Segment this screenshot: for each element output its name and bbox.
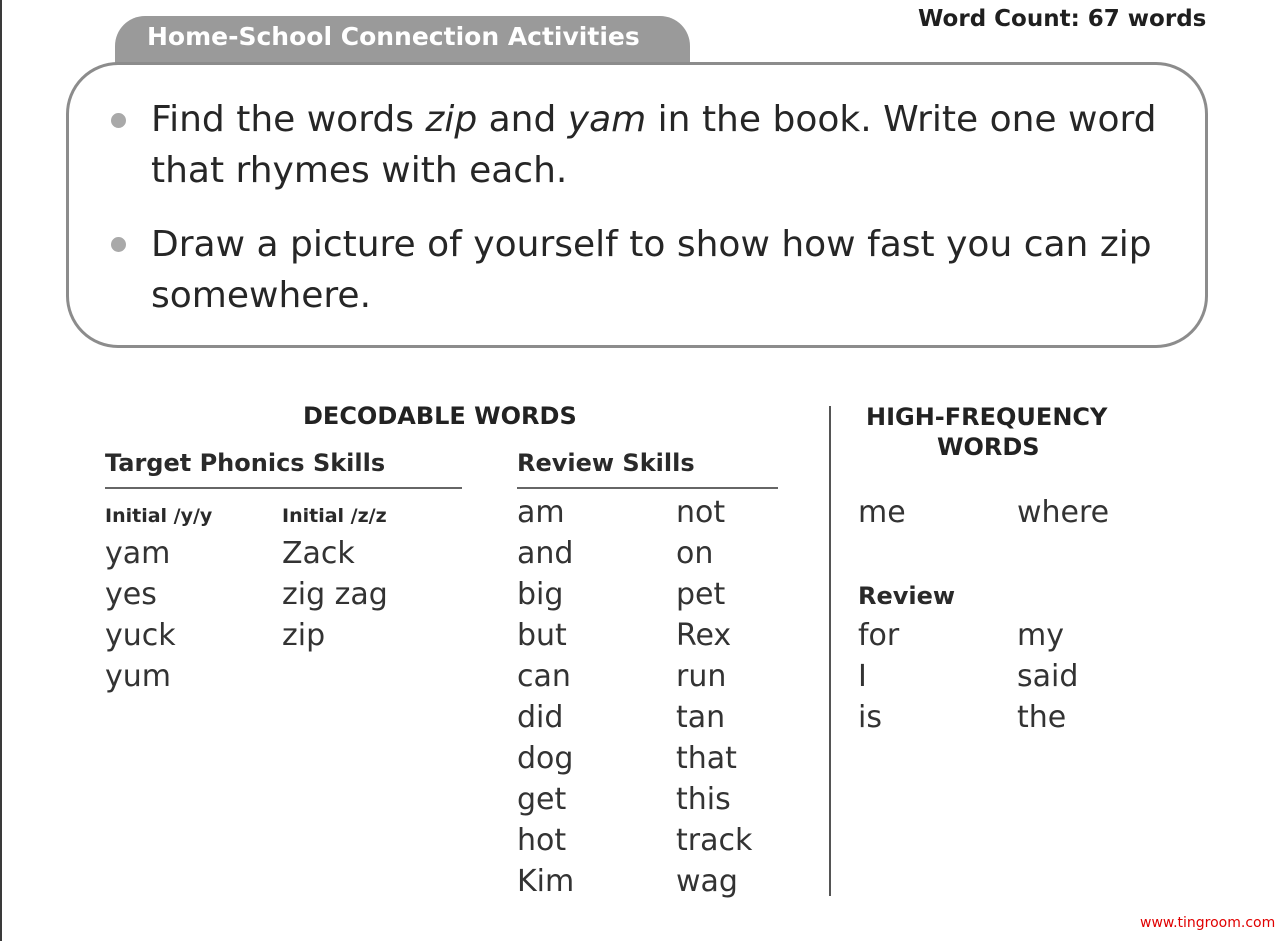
high-frequency-review-list-1 <box>858 615 899 738</box>
word: run <box>676 659 727 694</box>
target-phonics-rule <box>105 487 462 489</box>
word: where <box>1017 495 1110 530</box>
initial-z-word-list <box>282 533 388 656</box>
word: my <box>1017 618 1064 653</box>
word: not <box>676 495 726 530</box>
word: dog <box>517 741 574 776</box>
page-left-edge <box>0 0 2 941</box>
word: zip <box>282 618 326 653</box>
word: yes <box>105 577 157 612</box>
decodable-title: DECODABLE WORDS <box>303 402 577 430</box>
word: yam <box>105 536 171 571</box>
word: zig zag <box>282 577 388 612</box>
activity-1-text <box>151 94 1161 196</box>
review-skills-heading: Review Skills <box>517 449 695 477</box>
word: that <box>676 741 737 776</box>
word: I <box>858 659 867 694</box>
word: on <box>676 536 714 571</box>
site-watermark: www.tingroom.com <box>1140 915 1276 931</box>
high-frequency-review-label: Review <box>858 582 956 610</box>
word: Kim <box>517 864 575 899</box>
high-frequency-title-line-1: HIGH-FREQUENCY <box>866 403 1108 431</box>
initial-y-word-list <box>105 533 176 697</box>
word: wag <box>676 864 738 899</box>
word: can <box>517 659 571 694</box>
bullet-1 <box>111 113 126 128</box>
review-skills-rule <box>517 487 778 489</box>
word-count: Word Count: 67 words <box>918 6 1207 32</box>
word: big <box>517 577 564 612</box>
word: but <box>517 618 567 653</box>
word: pet <box>676 577 726 612</box>
word: and <box>517 536 574 571</box>
review-skills-list-1 <box>517 492 574 902</box>
initial-y-label: Initial /y/y <box>105 505 213 527</box>
high-frequency-title-line-2: WORDS <box>937 433 1040 461</box>
high-frequency-review-list-2 <box>1017 615 1078 738</box>
activity-2-text: Draw a picture of yourself to show how fast you can zip somewhere. <box>151 224 1152 316</box>
word: did <box>517 700 564 735</box>
word: me <box>858 495 906 530</box>
word: get <box>517 782 567 817</box>
activity-1-word-zip: zip <box>425 99 478 140</box>
initial-z-label: Initial /z/z <box>282 505 387 527</box>
word: yuck <box>105 618 176 653</box>
word: Rex <box>676 618 732 653</box>
target-phonics-heading: Target Phonics Skills <box>105 449 386 477</box>
word: said <box>1017 659 1079 694</box>
activity-1-word-yam: yam <box>567 99 647 140</box>
word: am <box>517 495 565 530</box>
activities-tab-label: Home-School Connection Activities <box>147 22 640 51</box>
high-frequency-new-word-2 <box>1017 492 1109 533</box>
word: hot <box>517 823 567 858</box>
word: tan <box>676 700 726 735</box>
activity-1-part: Find the words <box>151 99 426 140</box>
word: Zack <box>282 536 355 571</box>
bullet-2 <box>111 237 126 252</box>
high-frequency-new-word-1 <box>858 492 906 533</box>
word: the <box>1017 700 1067 735</box>
word: this <box>676 782 731 817</box>
activity-1-part: and <box>477 99 568 140</box>
word: track <box>676 823 753 858</box>
review-skills-list-2 <box>676 492 752 902</box>
word: is <box>858 700 882 735</box>
section-divider <box>829 406 831 896</box>
word: yum <box>105 659 171 694</box>
activity-1-part: in the book. Write one word that rhymes with each. <box>151 99 1157 191</box>
word: for <box>858 618 900 653</box>
